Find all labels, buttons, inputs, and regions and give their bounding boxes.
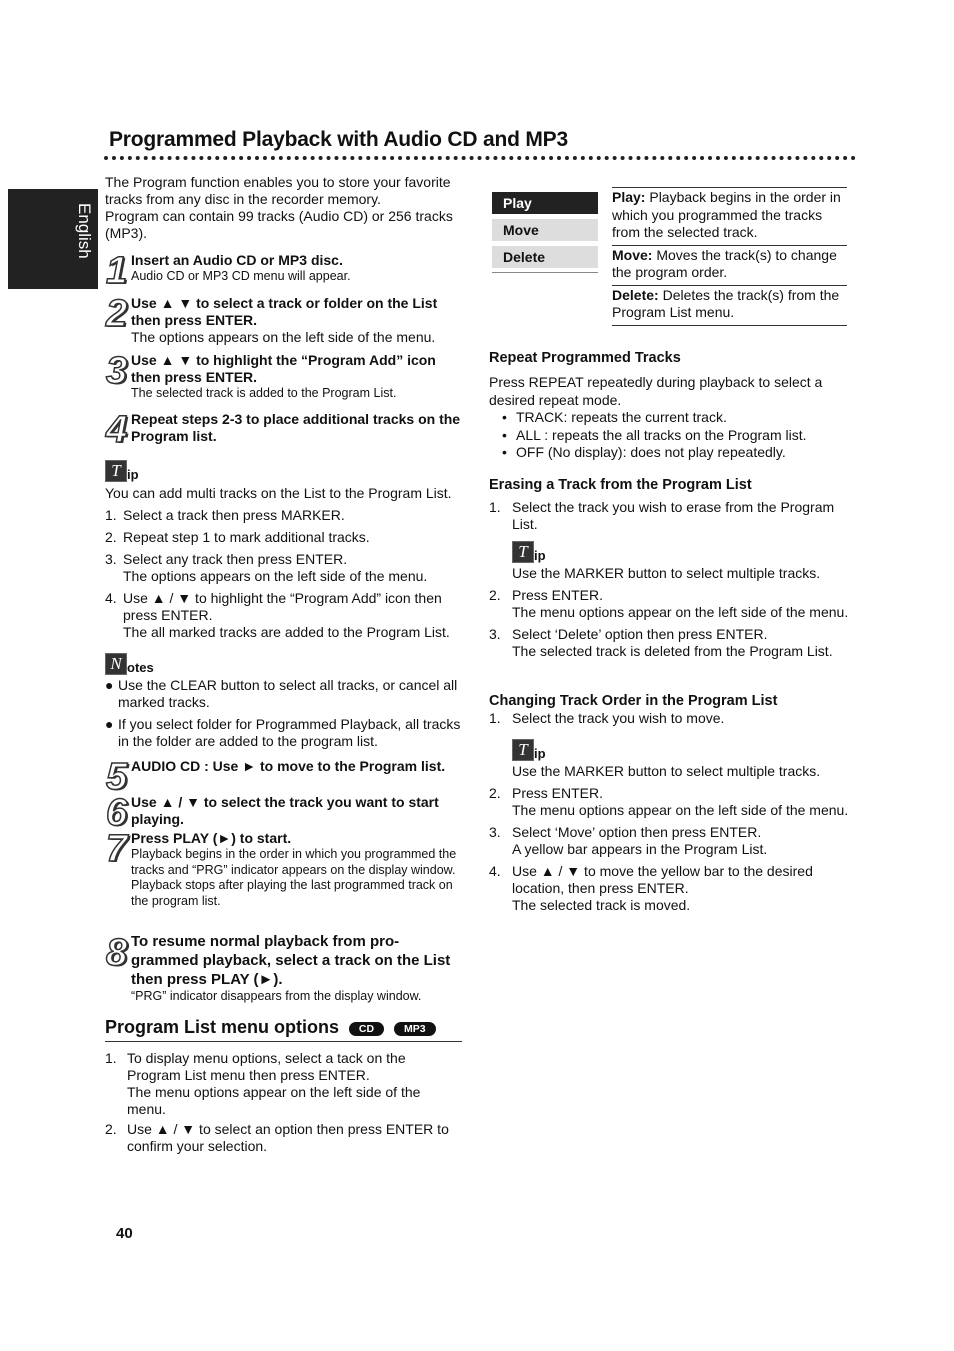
mp3-badge: MP3 [394,1022,436,1036]
list-item: 1. Select the track you wish to move. [489,710,725,726]
step [131,932,451,1005]
intro-line: Program can contain 99 tracks (Audio CD) or 256 tracks (MP3). [105,208,453,241]
repeat-modes [489,409,849,462]
step-note: The selected track is added to the Program List. [131,386,397,400]
step-number: 2 [106,293,128,335]
step-instruction: To resume normal playback from pro-grammed playback, select a track on the List then press PLAY (►). [131,933,451,988]
intro-line: The Program function enables you to store your favorite tracks from any disc in the recorder memory. [105,174,451,207]
tip-label: ip [534,746,546,761]
tip-icon: T [512,739,534,761]
menu-definitions [612,187,847,326]
program-list-section [105,1017,462,1160]
list-item: 3. Select ‘Delete’ option then press ENTER. The selected track is deleted from the Program List. [489,626,833,659]
list-item: 4. Use ▲ / ▼ to highlight the “Program Add” icon then press ENTER. The all marked tracks are added to the Program List. [105,590,450,640]
list-item: 1. To display menu options, select a tack on the Program List menu then press ENTER. The menu options appear on the left side of the menu. [105,1050,421,1117]
changing-steps [489,710,851,727]
list-item: 1. Select the track you wish to erase from the Program List. [489,499,835,532]
note-item: ● If you select folder for Programmed Playback, all tracks in the folder are added to the program list. [105,716,461,749]
tip-icon: T [105,460,127,482]
section-heading: Program List menu options [105,1017,340,1037]
step-number: 1 [106,250,128,292]
page-title: Programmed Playback with Audio CD and MP3 [109,128,568,151]
page-number: 40 [116,1225,133,1242]
step-number: 5 [106,756,128,798]
tip-text: Use the MARKER button to select multiple tracks. [512,763,821,779]
step-note: Playback stops after playing the last programmed track on the program list. [131,878,453,908]
step-instruction: Use ▲ ▼ to select a track or folder on the List then press ENTER. [131,295,438,328]
step-number: 7 [106,828,128,870]
repeat-intro: Press REPEAT repeatedly during playback to select a desired repeat mode. [489,374,823,408]
tip-label: ip [127,467,139,482]
erasing-section [489,477,851,665]
list-item: 4. Use ▲ / ▼ to move the yellow bar to the desired location, then press ENTER. The selected track is moved. [489,863,813,913]
definition-play: Play: Playback begins in the order in which you programmed the tracks from the selected track. [612,187,847,245]
step-number: 3 [106,350,128,392]
tip-text: Use the MARKER button to select multiple tracks. [512,565,821,581]
step-note: “PRG” indicator disappears from the display window. [131,989,422,1003]
step-number: 4 [106,409,128,451]
language-side-tab [8,189,98,289]
step-number: 8 [106,932,128,974]
title-divider [104,156,856,160]
intro [105,174,470,242]
note-item: ● Use the CLEAR button to select all tracks, or cancel all marked tracks. [105,677,458,710]
erasing-steps [489,499,851,533]
list-item: 2. Use ▲ / ▼ to select an option then press ENTER to confirm your selection. [105,1121,449,1154]
tip-label: ip [534,548,546,563]
menu-item-move[interactable]: Move [492,219,598,241]
step [131,411,467,445]
step-instruction: Use ▲ ▼ to highlight the “Program Add” icon then press ENTER. [131,352,436,385]
step-note: Audio CD or MP3 CD menu will appear. [131,269,351,283]
erasing-steps [489,587,851,660]
cd-badge: CD [349,1022,384,1036]
menu-item-play[interactable]: Play [492,192,598,214]
tip-box [512,541,851,582]
list-item: 2. Press ENTER. The menu options appear on the left side of the menu. [489,785,849,818]
step [131,352,467,402]
tip-list [105,507,470,641]
step-instruction: AUDIO CD : Use ► to move to the Program list. [131,758,446,774]
list-item: • ALL : repeats the all tracks on the Program list. [489,427,849,445]
step-instruction: Press PLAY (►) to start. [131,830,292,846]
definition-move: Move: Moves the track(s) to change the program order. [612,245,847,285]
step [131,830,467,909]
side-tab-label: English [75,203,94,259]
tip-box [105,460,470,646]
notes-box [105,653,467,750]
step [131,758,467,775]
tip-intro: You can add multi tracks on the List to the Program List. [105,485,452,501]
list-item: 2. Press ENTER. The menu options appear on the left side of the menu. [489,587,849,620]
list-item: 3. Select ‘Move’ option then press ENTER. A yellow bar appears in the Program List. [489,824,768,857]
step-note: The options appears on the left side of the menu. [131,329,436,345]
repeat-section [489,350,849,462]
menu-divider [492,272,598,273]
step-number: 6 [106,792,128,834]
step-note: Playback begins in the order in which you programmed the tracks and “PRG” indicator appears on the display window. [131,847,457,877]
changing-steps [489,785,851,914]
menu-item-delete[interactable]: Delete [492,246,598,268]
list-item: 1. Select a track then press MARKER. [105,507,345,523]
tip-icon: T [512,541,534,563]
changing-section [489,693,851,919]
list-item: 2. Repeat step 1 to mark additional tracks. [105,529,370,545]
step [131,794,467,828]
section-heading: Erasing a Track from the Program List [489,477,752,493]
section-heading: Changing Track Order in the Program List [489,693,778,709]
step [131,252,467,285]
list-item: 3. Select any track then press ENTER. The options appears on the left side of the menu. [105,551,428,584]
tip-box [512,739,851,780]
program-list-steps [105,1050,462,1155]
step-instruction: Repeat steps 2-3 to place additional tracks on the Program list. [131,411,461,444]
step [131,295,467,346]
section-heading: Repeat Programmed Tracks [489,350,681,366]
step-instruction: Use ▲ / ▼ to select the track you want to start playing. [131,794,439,827]
list-item: • OFF (No display): does not play repeatedly. [489,444,849,462]
notes-icon: N [105,653,127,675]
step-instruction: Insert an Audio CD or MP3 disc. [131,252,343,268]
program-menu [492,192,598,273]
definition-delete: Delete: Deletes the track(s) from the Program List menu. [612,285,847,326]
list-item: • TRACK: repeats the current track. [489,409,849,427]
notes-label: otes [127,660,154,675]
